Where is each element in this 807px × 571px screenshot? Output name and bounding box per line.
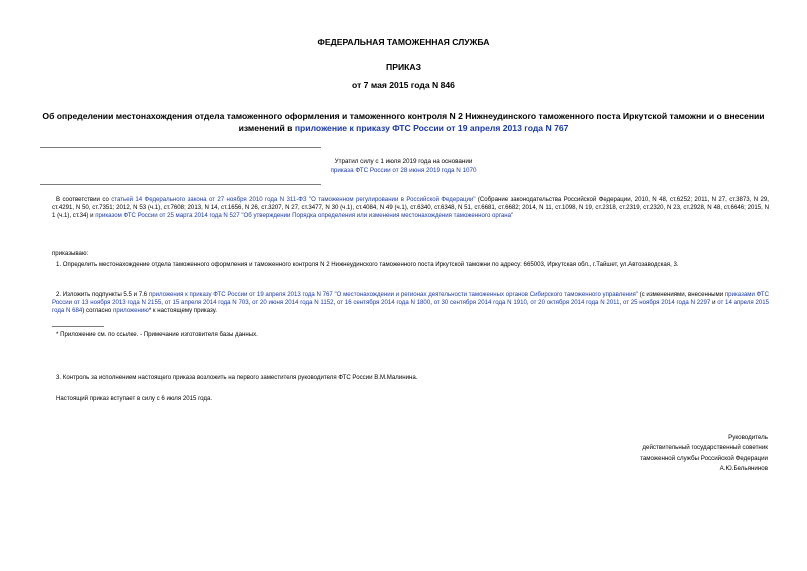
- order-2011-link[interactable]: от 20 октября 2014 года N 2011: [530, 299, 620, 307]
- order-703-link[interactable]: от 15 апреля 2014 года N 703: [164, 299, 249, 307]
- signature-name: А.Ю.Бельянинов: [719, 465, 768, 473]
- order-2155-link[interactable]: приказами ФТС России от 13 ноября 2013 года N 2155: [52, 291, 769, 307]
- item-1: 1. Определить местонахождение отдела таможенного оформления и таможенного контроля N 2 Нижнеудинского таможенного поста Иркутской таможни по адресу: 665003, Иркутская обл., г.Тайшет, ул.Автозаводская, 3.: [56, 261, 679, 268]
- order-767-appendix-link[interactable]: приложения к приказу ФТС России от 19 апреля 2013 года N 767 "О местонахождении и регионах деятельности таможенных органов Сибирского таможенного управления": [148, 291, 638, 298]
- item-2-text-1: 2. Изложить подпункты 5.5 и 7.6: [56, 291, 149, 298]
- effective-date: Настоящий приказ вступает в силу с 6 июля 2015 года.: [56, 395, 213, 402]
- order-684-link[interactable]: от 14 апреля 2015 года N 684: [52, 299, 770, 315]
- order-1152-link[interactable]: от 20 июня 2014 года N 1152: [252, 299, 334, 307]
- order-1800-link[interactable]: от 16 сентября 2014 года N 1800: [337, 299, 431, 307]
- law-311-link[interactable]: статьей 14 Федерального закона от 27 ноября 2010 года N 311-ФЗ "О таможенном регулировании в Российской Федерации": [111, 196, 476, 203]
- lost-force-link[interactable]: приказа ФТС России от 28 июня 2019 года N 1070: [330, 167, 477, 174]
- document-date: от 7 мая 2015 года N 846: [352, 80, 455, 90]
- item-2-text-2: (с изменениями, внесенными: [637, 291, 725, 298]
- footnote: * Приложение см. по ссылке. - Примечание изготовителя базы данных.: [56, 331, 258, 338]
- item-2-sep: ,: [248, 299, 253, 307]
- item-2-text-11: * к настоящему приказу.: [148, 307, 217, 315]
- footnote-divider: [52, 326, 104, 327]
- preamble-text-2: (Собрание законодательства Российской Федерации, 2010, N 48, ст.6252; 2011, N 27, ст.3873, N 29, ст.4291, N 50, ст.7351; 2012, N 53 (ч.1), ст.7608; 2013, N 14, ст.1656, N 26, ст.3207, N 27, ст.3477, N 30 (ч.1), ст.4084, N 49 (ч.1), ст.6340, ст.6348, N 51, ст.6681, ст.6682; 2014, N 11, ст.1098, N 19, ст.2318, ст.2319, ст.2320, N 23, ст.2928, N 48, ст.6646; 2015, N 1 (ч.1), ст.34) и: [52, 196, 769, 220]
- signature-rank-2: таможенной службы Российской Федерации: [640, 454, 768, 462]
- order-1910-link[interactable]: от 30 сентября 2014 года N 1910: [433, 299, 527, 307]
- item-2-sep: ,: [161, 299, 165, 307]
- item-2-sep: ,: [619, 299, 623, 307]
- divider-bottom: [40, 184, 321, 185]
- item-3: 3. Контроль за исполнением настоящего приказа возложить на первого заместителя руководителя ФТС России В.М.Малинина.: [56, 374, 418, 381]
- lost-force-note: [0, 157, 807, 175]
- item-2-text-10: ) согласно: [82, 307, 114, 315]
- item-2-sep: и: [710, 299, 718, 307]
- divider-top: [40, 147, 321, 148]
- item-2-sep: ,: [526, 299, 531, 307]
- order-527-link[interactable]: приказом ФТС России от 25 марта 2014 года N 527 "Об утверждении Порядка определения или изменения местонахождения таможенного органа": [95, 212, 514, 220]
- signature-block: [640, 433, 768, 475]
- title-text: Об определении местонахождения отдела таможенного оформления и таможенного контроля N 2 Нижнеудинского таможенного поста Иркутской таможни и о внесении изменений в: [42, 111, 765, 133]
- item-2: [52, 291, 769, 316]
- title-link[interactable]: приложение к приказу ФТС России от 19 апреля 2013 года N 767: [294, 123, 569, 133]
- preamble-paragraph: [52, 196, 769, 221]
- orders-word: приказываю:: [52, 250, 89, 257]
- appendix-link[interactable]: приложению: [113, 307, 149, 315]
- lost-force-text: Утратил силу с 1 июля 2019 года на основании: [334, 158, 473, 165]
- document-type: ПРИКАЗ: [386, 62, 421, 72]
- signature-position: Руководитель: [728, 434, 768, 441]
- agency-name: ФЕДЕРАЛЬНАЯ ТАМОЖЕННАЯ СЛУЖБА: [317, 37, 490, 47]
- item-2-sep: ,: [333, 299, 337, 307]
- document-title: [40, 110, 767, 134]
- item-2-sep: ,: [430, 299, 434, 307]
- order-2297-link[interactable]: от 25 ноября 2014 года N 2297: [622, 299, 711, 307]
- signature-rank: действительный государственный советник: [642, 444, 768, 452]
- preamble-text-1: В соответствии со: [56, 196, 112, 203]
